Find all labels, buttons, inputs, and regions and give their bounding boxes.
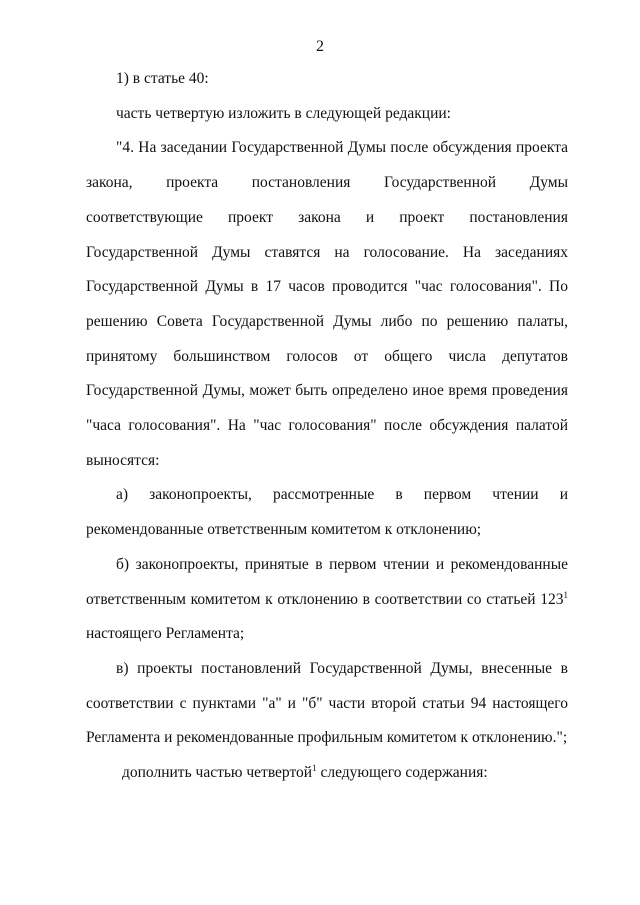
paragraph-article-40: 1) в статье 40: [116,70,209,87]
paragraph-add-part [86,756,568,791]
document-body [86,62,568,791]
paragraph-item-b [86,548,568,652]
item-b-text: б) законопроекты, принятые в первом чтении и рекомендованные ответственным комитетом к отклонению в соответствии со статьей 123 [86,555,568,608]
paragraph-part-four-text: "4. На заседании Государственной Думы после обсуждения проекта закона, проекта постановления Государственной Думы соответствующие проект закона и проект постановления Государственной Думы ставятся на голосование. На заседаниях Государственной Думы в 17 часов проводится "час голосования". По решению Совета Государственной Думы либо по решению палаты, принятому большинством голосов от общего числа депутатов Государственной Думы, может быть определено иное время проведения "часа голосования". На "час голосования" после обсуждения палатой выносятся: [86,139,568,469]
paragraph-part-four-instruction: часть четвертую изложить в следующей редакции: [116,104,451,122]
item-b-text-end: настоящего Регламента; [86,625,245,643]
paragraph-item-a: а) законопроекты, рассмотренные в первом чтении и рекомендованные ответственным комитетом к отклонению; [86,486,568,539]
add-part-text-end: следующего содержания: [316,764,488,782]
paragraph-item-v: в) проекты постановлений Государственной Думы, внесенные в соответствии с пунктами "а" и "б" части второй статьи 94 настоящего Регламента и рекомендованные профильным комитетом к отклонению."; [86,659,568,747]
add-part-text: дополнить частью четвертой [122,764,313,782]
page-number: 2 [316,38,324,55]
add-part-superscript: 1 [312,763,317,774]
item-b-superscript: 1 [563,589,568,600]
